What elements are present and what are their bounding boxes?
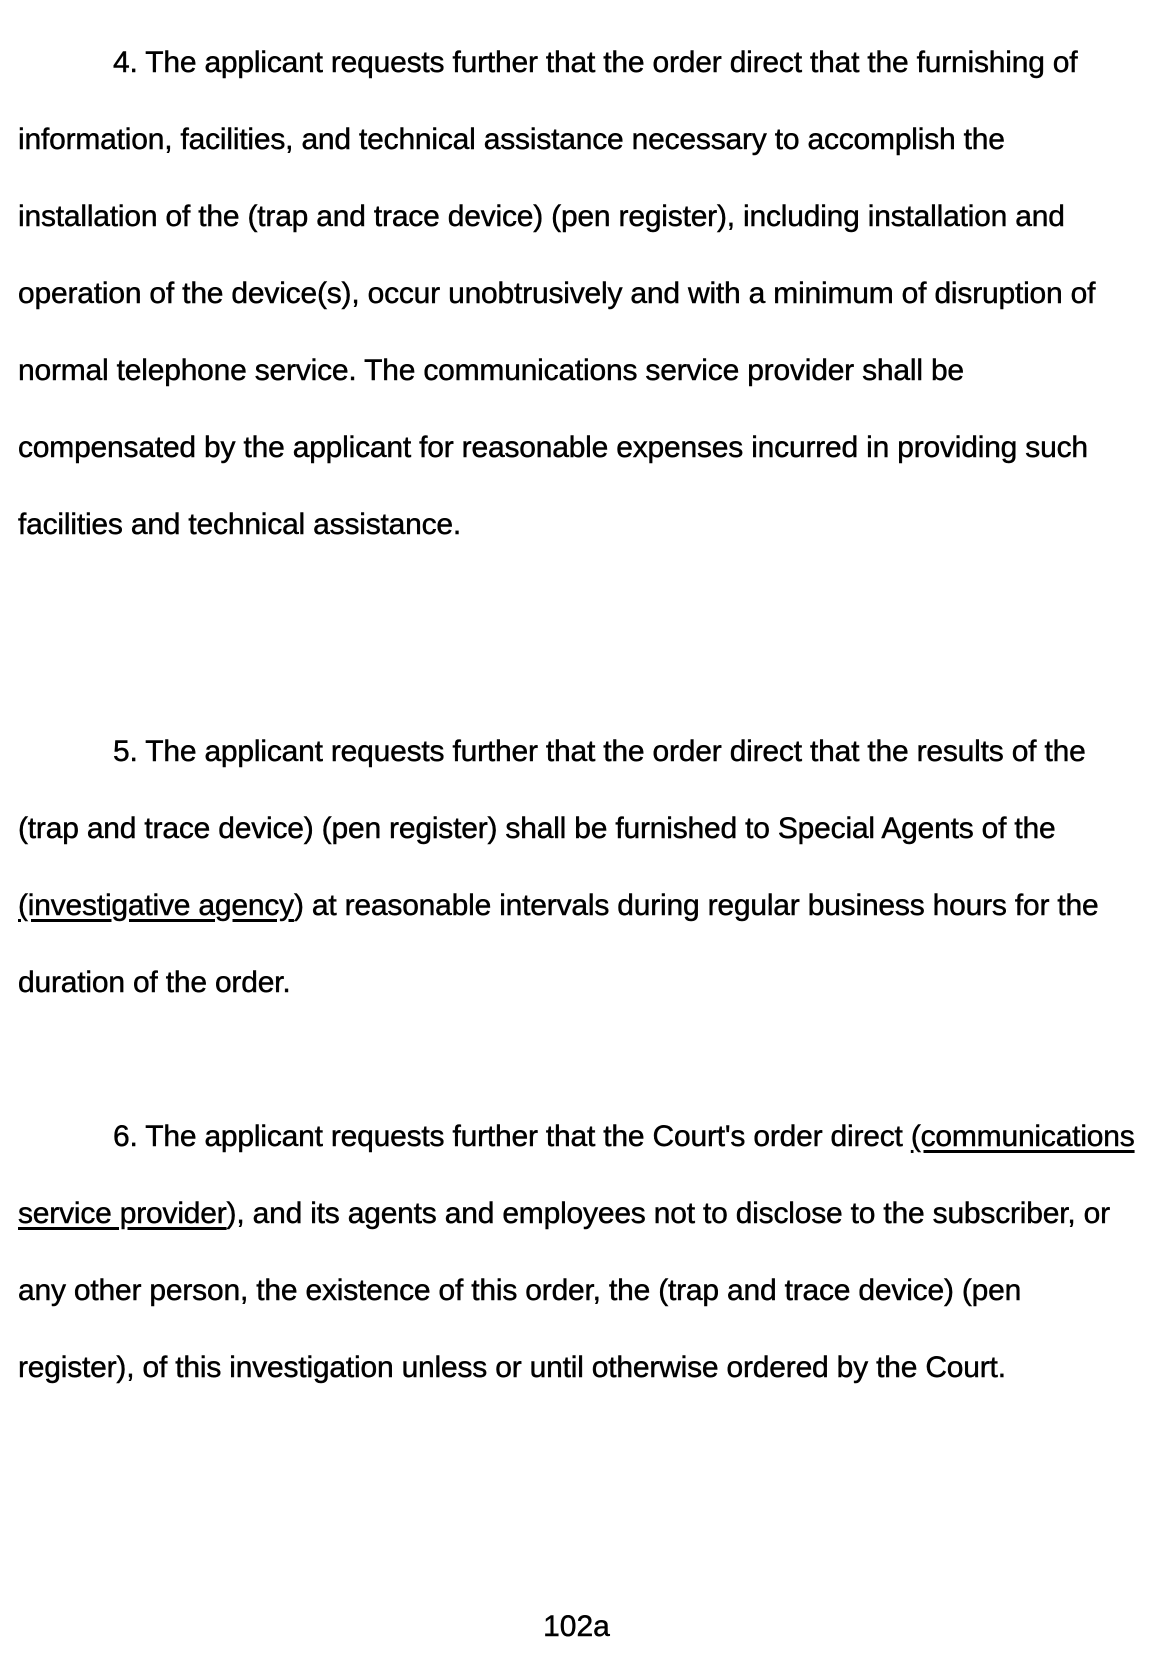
paragraph-number: 5. [113, 735, 138, 768]
paragraph-text: ), and its agents and employees not to disclose to the subscriber, or any other person, the existence of this order, the (trap and trace device) (pen register), of this investigation unless or until otherwise ordered by the Court. [18, 1197, 1110, 1384]
paragraph-number: 6. [113, 1120, 138, 1153]
paragraph-5 [18, 713, 1143, 1021]
page-number: 102a [543, 1610, 610, 1643]
paragraph-4 [18, 24, 1143, 563]
paragraph-6 [18, 1098, 1143, 1406]
paragraph-number: 4. [113, 46, 138, 79]
underlined-placeholder: (investigative agency [18, 889, 294, 922]
underlined-placeholder: (communications service provider [18, 1120, 1135, 1230]
paragraph-text: The applicant requests further that the order direct that the furnishing of information, facilities, and technical assistance necessary to accomplish the installation of the (trap and trace device) (pen register), including installation and operation of the device(s), occur unobtrusively and with a minimum of disruption of normal telephone service. The communications service provider shall be compensated by the applicant for reasonable expenses incurred in providing such facilities and technical assistance. [18, 46, 1096, 541]
paragraph-text: ) at reasonable intervals during regular business hours for the duration of the order. [18, 889, 1099, 999]
paragraph-text: The applicant requests further that the Court's order direct [145, 1120, 911, 1153]
paragraph-text: The applicant requests further that the order direct that the results of the (trap and trace device) (pen register) shall be furnished to Special Agents of the [18, 735, 1086, 845]
